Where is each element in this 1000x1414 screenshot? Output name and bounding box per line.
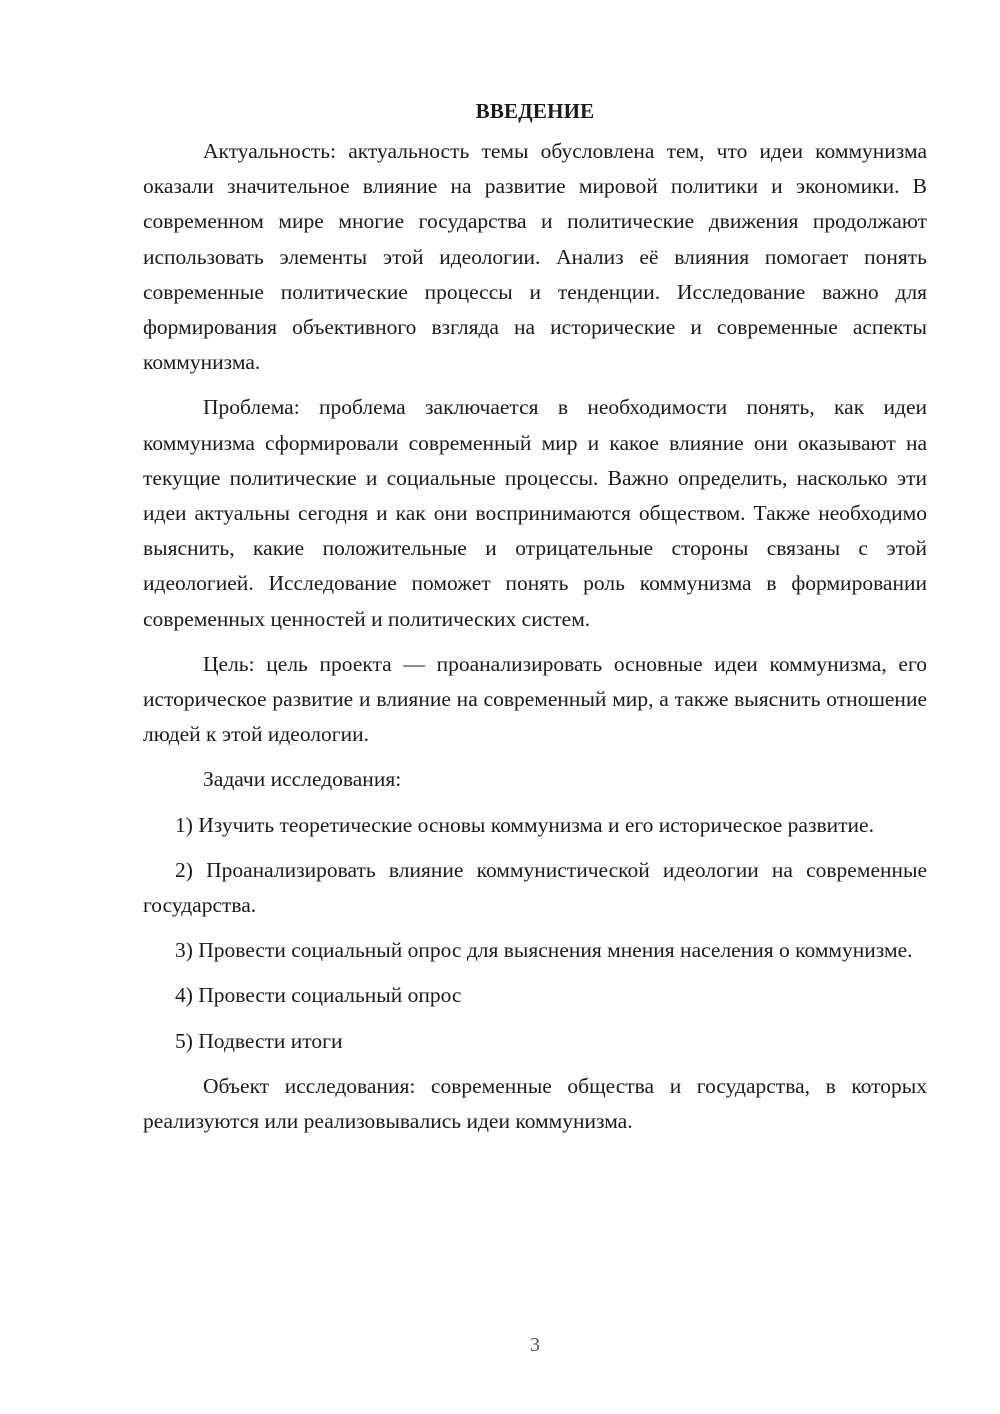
- task-item-1: 1) Изучить теоретические основы коммунизма и его историческое развитие.: [175, 812, 874, 837]
- page-number: 3: [530, 1334, 540, 1356]
- tasks-title: Задачи исследования:: [203, 767, 402, 792]
- section-heading: ВВЕДЕНИЕ: [475, 99, 595, 123]
- task-item-3: 3) Провести социальный опрос для выяснения мнения населения о коммунизме.: [175, 938, 913, 963]
- task-item-5: 5) Подвести итоги: [175, 1028, 343, 1053]
- object-paragraph: Объект исследования: современные общества и государства, в которых реализуются или реализовывались идеи коммунизма.: [143, 1073, 927, 1134]
- task-item-2: 2) Проанализировать влияние коммунистической идеологии на современные государства.: [143, 857, 927, 918]
- goal-paragraph: Цель: цель проекта — проанализировать основные идеи коммунизма, его историческое развитие и влияние на современный мир, а также выяснить отношение людей к этой идеологии.: [143, 651, 927, 747]
- document-page: [143, 94, 927, 1139]
- relevance-paragraph: Актуальность: актуальность темы обусловлена тем, что идеи коммунизма оказали значительное влияние на развитие мировой политики и экономики. В современном мире многие государства и политические движения продолжают использовать элементы этой идеологии. Анализ её влияния помогает понять современные политические процессы и тенденции. Исследование важно для формирования объективного взгляда на исторические и современные аспекты коммунизма.: [143, 139, 927, 375]
- task-item-4: 4) Провести социальный опрос: [175, 983, 462, 1008]
- problem-paragraph: Проблема: проблема заключается в необходимости понять, как идеи коммунизма сформировали современный мир и какое влияние они оказывают на текущие политические и социальные процессы. Важно определить, насколько эти идеи актуальны сегодня и как они воспринимаются обществом. Также необходимо выяснить, какие положительные и отрицательные стороны связаны с этой идеологией. Исследование поможет понять роль коммунизма в формировании современных ценностей и политических систем.: [143, 395, 927, 631]
